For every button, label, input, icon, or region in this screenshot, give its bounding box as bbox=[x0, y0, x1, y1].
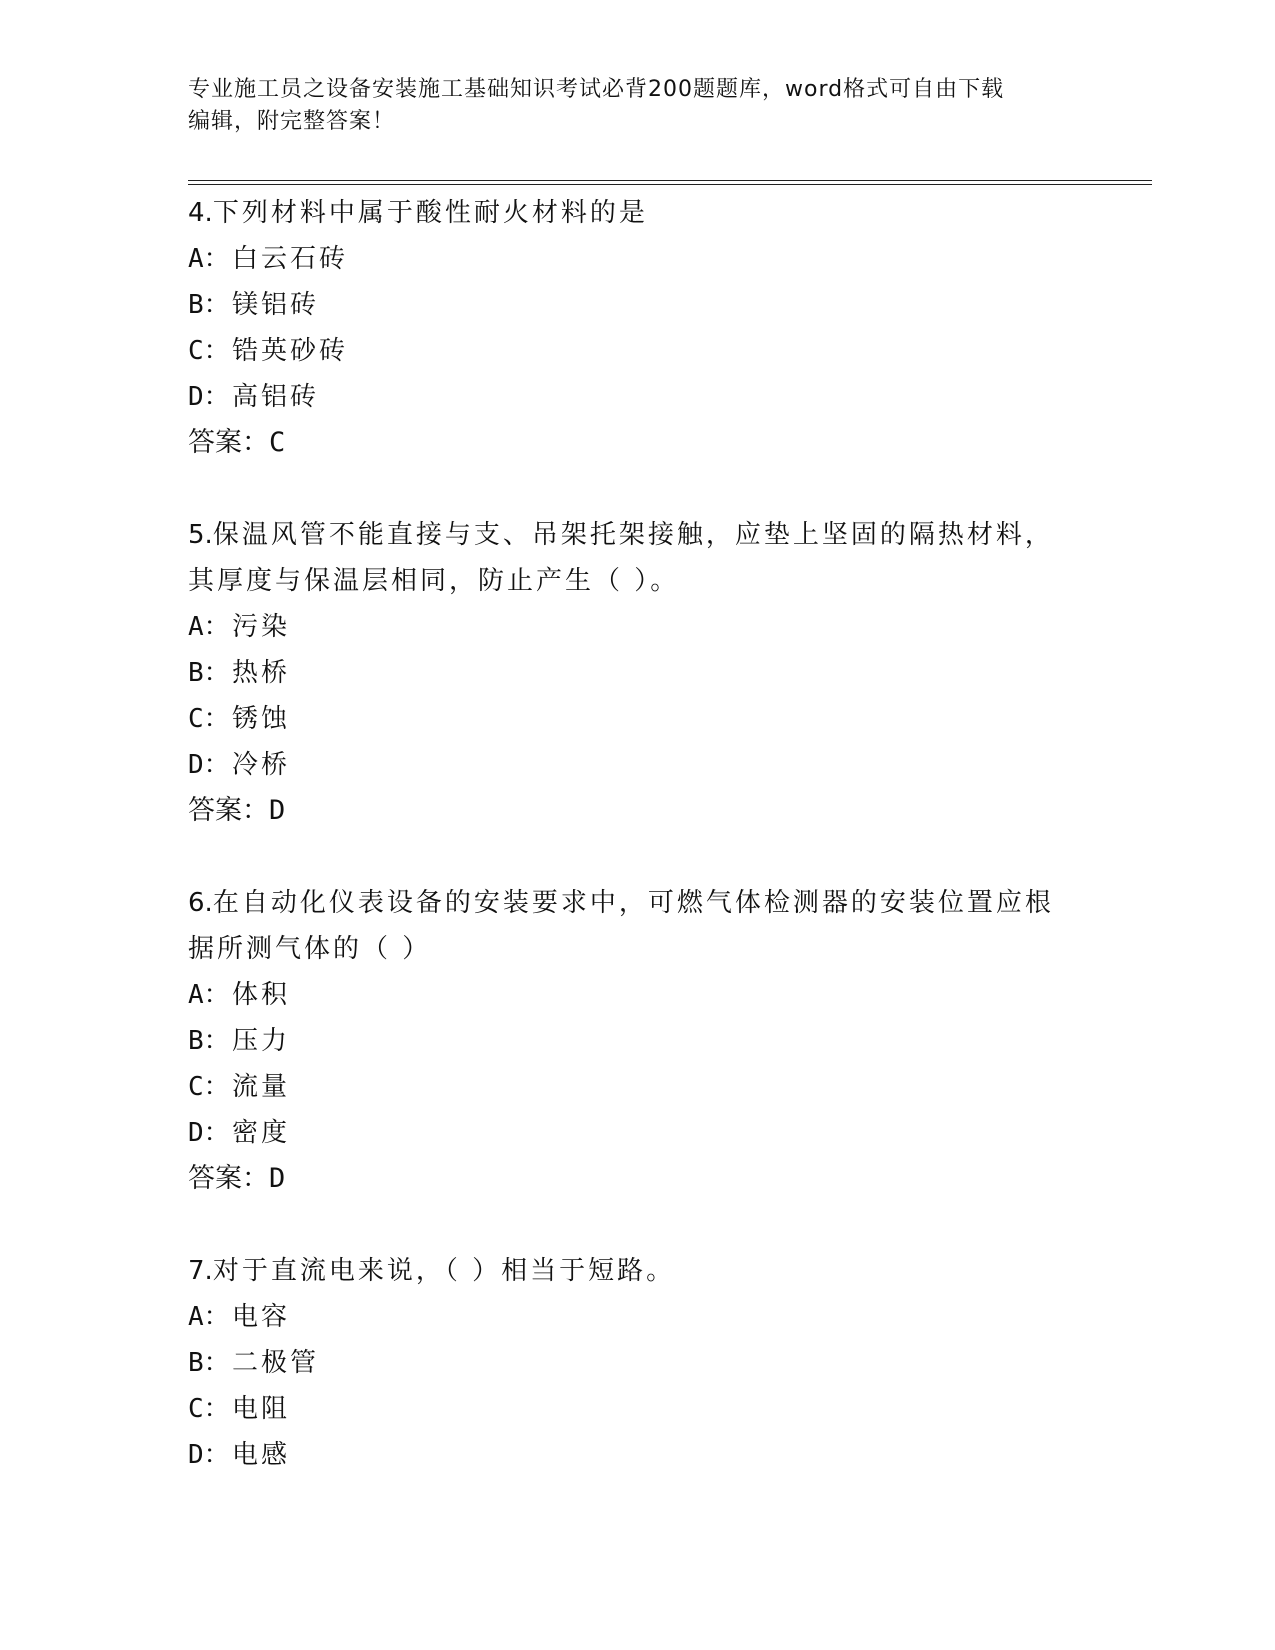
option-letter: A： bbox=[188, 980, 230, 1010]
option-text: 电感 bbox=[232, 1440, 291, 1470]
question-text-line-1: 保温风管不能直接与支、吊架托架接触，应垫上坚固的隔热材料， bbox=[212, 520, 1054, 550]
answer-label: 答案： bbox=[188, 1163, 269, 1194]
question-text bbox=[188, 880, 1088, 926]
answer-value: D bbox=[269, 1163, 286, 1194]
question-number: 6. bbox=[188, 888, 213, 918]
option-a bbox=[188, 236, 1088, 282]
option-text: 锈蚀 bbox=[232, 704, 291, 734]
question-number: 7. bbox=[188, 1256, 213, 1286]
question-text-line-1: 在自动化仪表设备的安装要求中，可燃气体检测器的安装位置应根 bbox=[212, 888, 1054, 918]
option-d bbox=[188, 374, 1088, 420]
option-d bbox=[188, 742, 1088, 788]
question-text bbox=[188, 1248, 1088, 1294]
question-text-line-1: 下列材料中属于酸性耐火材料的是 bbox=[212, 198, 648, 228]
option-letter: C： bbox=[188, 336, 230, 366]
header-divider-top bbox=[188, 180, 1152, 181]
option-text: 电容 bbox=[232, 1302, 291, 1332]
option-b bbox=[188, 1340, 1088, 1386]
option-b bbox=[188, 650, 1088, 696]
question-text-line-1: 对于直流电来说，（ ）相当于短路。 bbox=[212, 1256, 676, 1286]
question-text bbox=[188, 512, 1088, 558]
option-letter: B： bbox=[188, 1348, 230, 1378]
option-c bbox=[188, 1386, 1088, 1432]
option-c bbox=[188, 1064, 1088, 1110]
question-7 bbox=[188, 1248, 1088, 1478]
question-text-continued bbox=[188, 926, 1088, 972]
option-text: 压力 bbox=[232, 1026, 291, 1056]
question-list bbox=[188, 190, 1088, 1524]
option-c bbox=[188, 328, 1088, 374]
option-text: 镁铝砖 bbox=[232, 290, 320, 320]
header-line-1: 专业施工员之设备安装施工基础知识考试必背200题题库，word格式可自由下载 bbox=[188, 77, 1005, 102]
option-text: 密度 bbox=[232, 1118, 291, 1148]
option-text: 流量 bbox=[232, 1072, 291, 1102]
answer-label: 答案： bbox=[188, 795, 269, 826]
option-d bbox=[188, 1432, 1088, 1478]
option-letter: D： bbox=[188, 1440, 230, 1470]
option-b bbox=[188, 282, 1088, 328]
answer-value: C bbox=[269, 427, 286, 458]
option-text: 污染 bbox=[232, 612, 291, 642]
option-letter: C： bbox=[188, 1072, 230, 1102]
option-text: 体积 bbox=[232, 980, 291, 1010]
header-line-2: 编辑，附完整答案！ bbox=[188, 109, 396, 134]
option-c bbox=[188, 696, 1088, 742]
option-letter: D： bbox=[188, 750, 230, 780]
option-text: 热桥 bbox=[232, 658, 291, 688]
option-text: 高铝砖 bbox=[232, 382, 320, 412]
option-letter: A： bbox=[188, 1302, 230, 1332]
option-text: 白云石砖 bbox=[232, 244, 349, 274]
question-number: 5. bbox=[188, 520, 213, 550]
document-header bbox=[188, 74, 1068, 138]
option-letter: B： bbox=[188, 1026, 230, 1056]
option-letter: B： bbox=[188, 290, 230, 320]
header-divider-bottom bbox=[188, 184, 1152, 185]
option-a bbox=[188, 604, 1088, 650]
option-a bbox=[188, 1294, 1088, 1340]
option-b bbox=[188, 1018, 1088, 1064]
question-text-line-2: 其厚度与保温层相同，防止产生（ ）。 bbox=[188, 566, 680, 596]
answer-line bbox=[188, 1156, 1088, 1202]
question-number: 4. bbox=[188, 198, 213, 228]
option-text: 锆英砂砖 bbox=[232, 336, 349, 366]
answer-line bbox=[188, 788, 1088, 834]
answer-value: D bbox=[269, 795, 286, 826]
question-text-continued bbox=[188, 558, 1088, 604]
option-d bbox=[188, 1110, 1088, 1156]
option-text: 二极管 bbox=[232, 1348, 320, 1378]
option-letter: A： bbox=[188, 244, 230, 274]
question-6 bbox=[188, 880, 1088, 1202]
question-text-line-2: 据所测气体的（ ） bbox=[188, 934, 432, 964]
question-4 bbox=[188, 190, 1088, 466]
option-letter: B： bbox=[188, 658, 230, 688]
question-text bbox=[188, 190, 1088, 236]
option-letter: D： bbox=[188, 382, 230, 412]
option-a bbox=[188, 972, 1088, 1018]
option-letter: A： bbox=[188, 612, 230, 642]
option-letter: D： bbox=[188, 1118, 230, 1148]
option-letter: C： bbox=[188, 704, 230, 734]
question-5 bbox=[188, 512, 1088, 834]
answer-line bbox=[188, 420, 1088, 466]
option-text: 冷桥 bbox=[232, 750, 291, 780]
answer-label: 答案： bbox=[188, 427, 269, 458]
option-text: 电阻 bbox=[232, 1394, 291, 1424]
option-letter: C： bbox=[188, 1394, 230, 1424]
